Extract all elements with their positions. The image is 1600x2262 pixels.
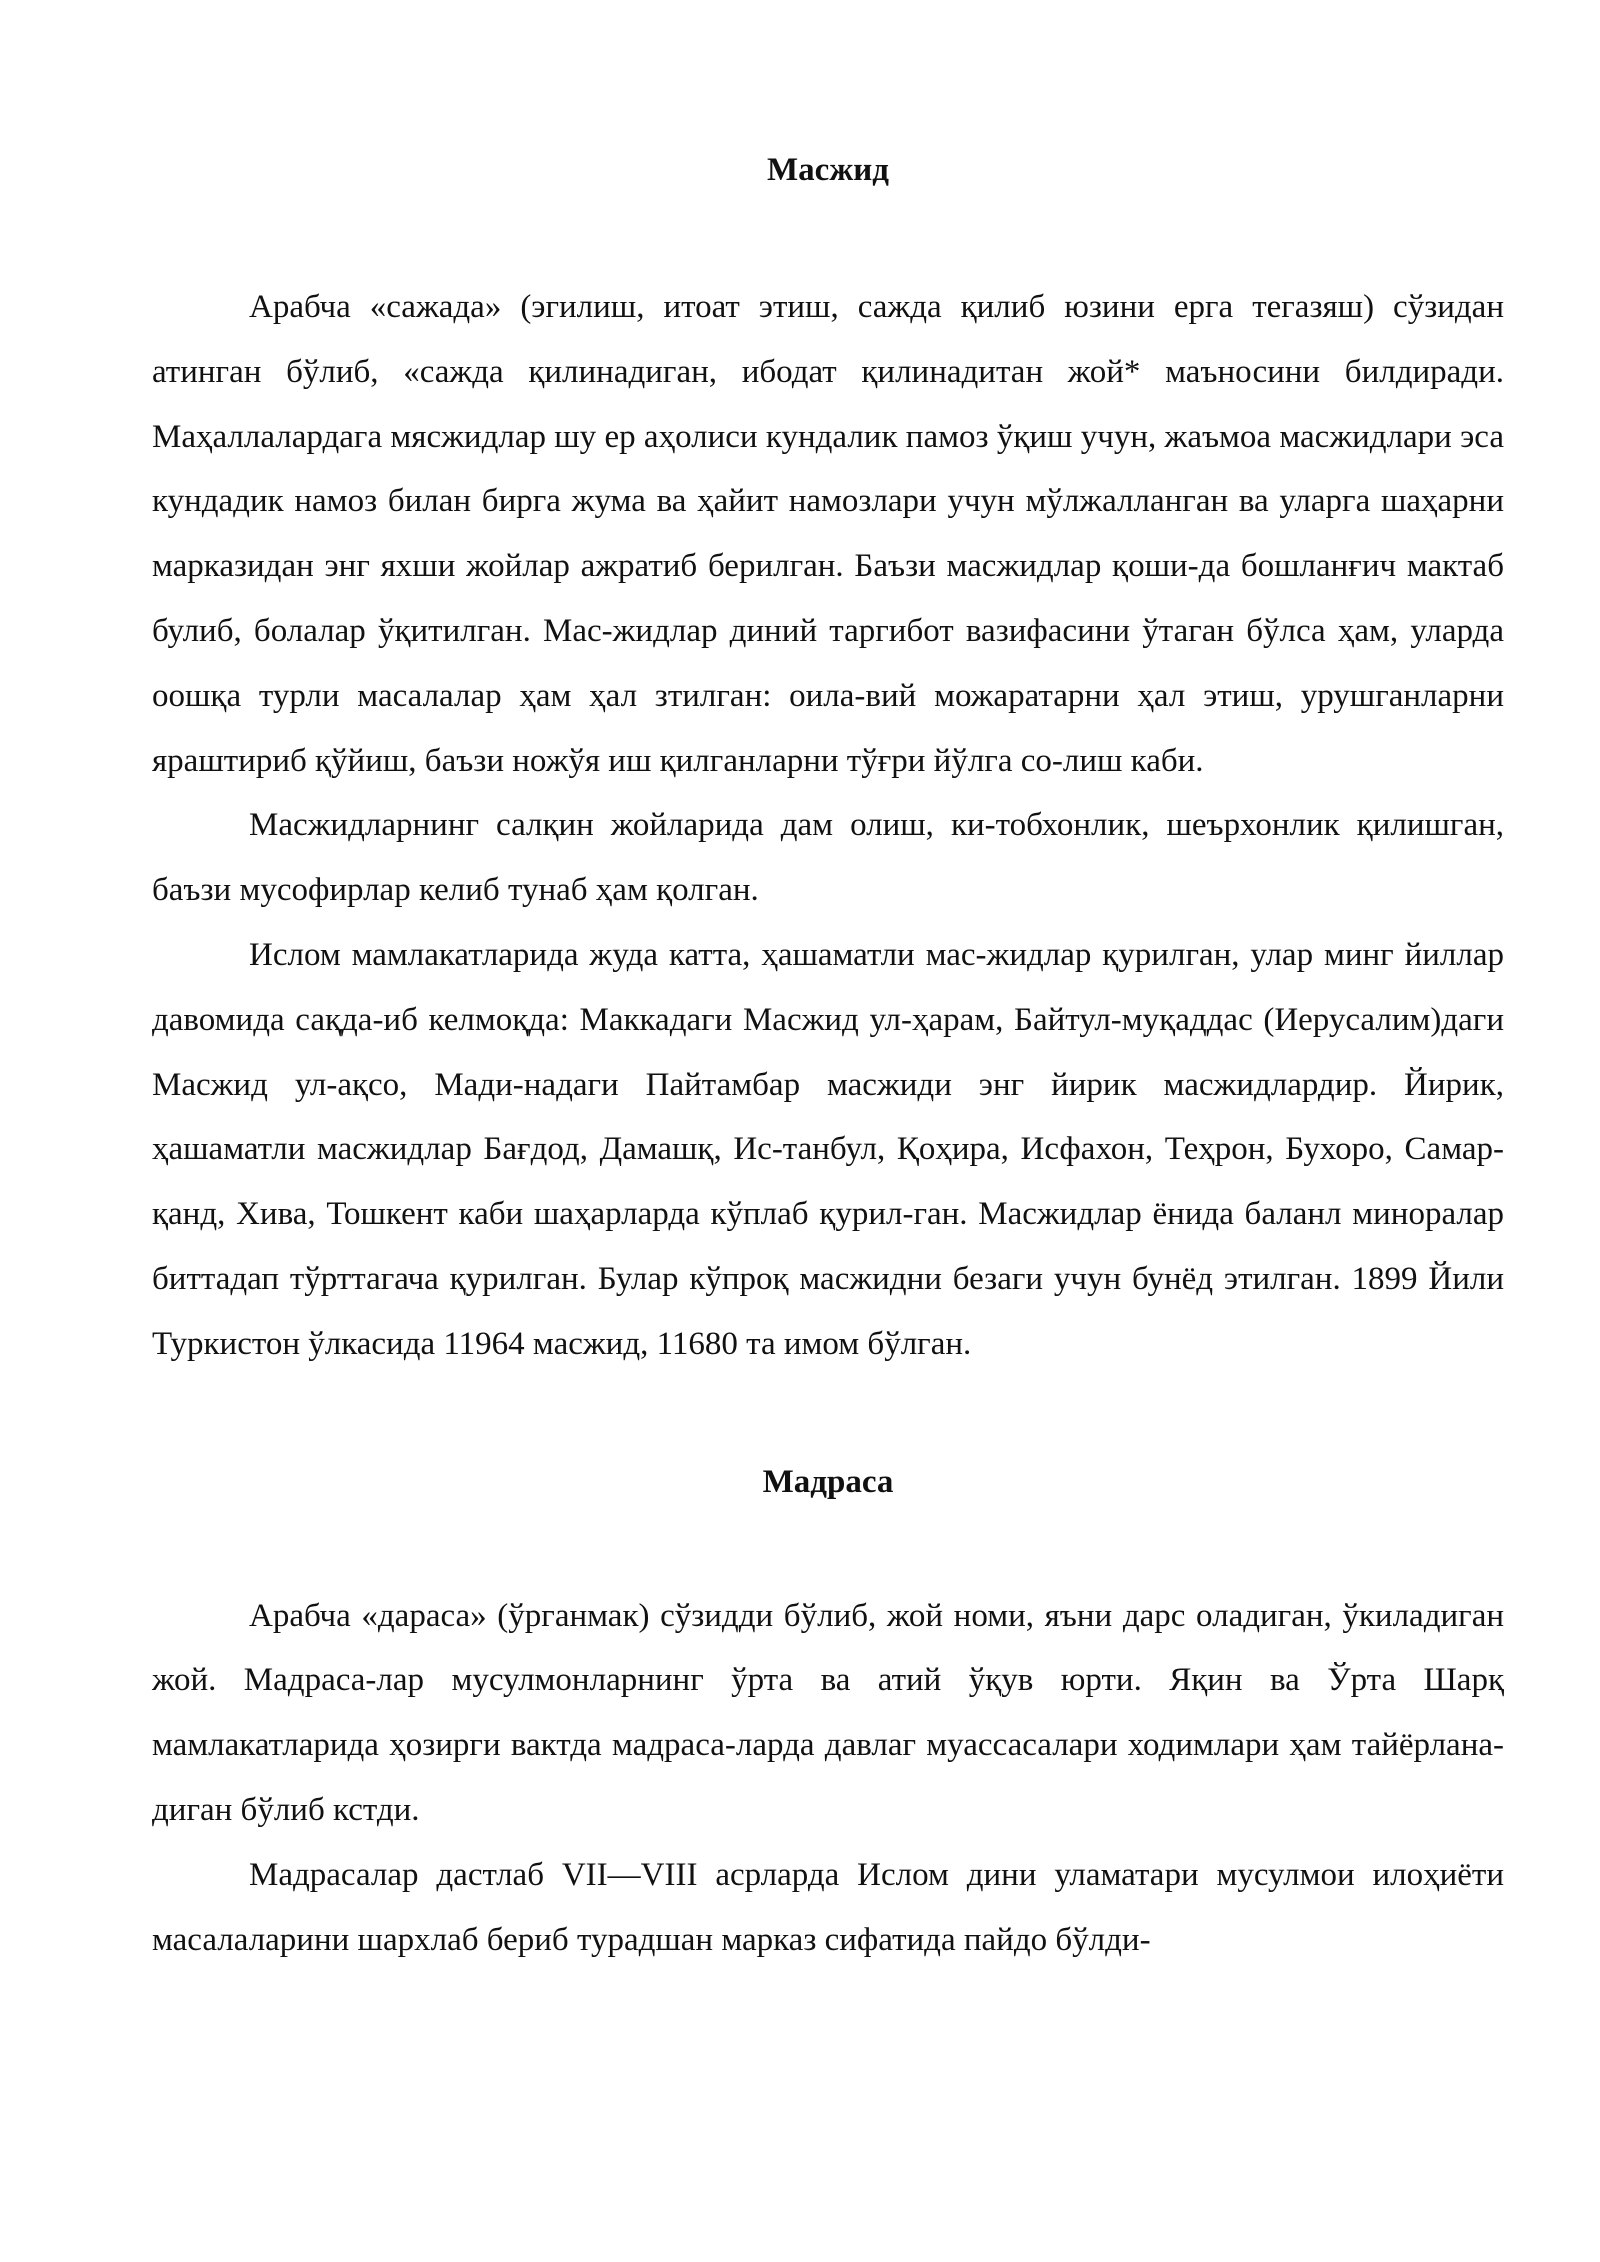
paragraph: Ислом мамлакатларида жуда катта, ҳашаматли мас-жидлар қурилган, улар минг йиллар давомида сақда-иб келмоқда: Маккадаги Масжид ул-ҳарам, Байтул-муқаддас (Иерусалим)даги Масжид ул-ақсо, Мади-надаги Пайтамбар масжиди энг йирик масжидлардир. Йирик, ҳашаматли масжидлар Бағдод, Дамашқ, Ис-танбул, Қоҳира, Исфахон, Теҳрон, Бухоро, Самар-қанд, Хива, Тошкент каби шаҳарларда кўплаб қурил-ган. Масжидлар ёнида баланл миноралар биттадап тўрттагача қурилган. Булар кўпроқ масжидни безаги учун бунёд этилган. 1899 Йили Туркистон ўлкасида 11964 масжид, 11680 та имом бўлган. <box>152 936 1504 1362</box>
paragraph: Мадрасалар дастлаб VII—VIII асрларда Ислом дини уламатари мусулмои илоҳиёти масалаларини шархлаб бериб турадшан марказ сифатида пайдо бўлди- <box>152 1856 1504 1958</box>
document-body <box>152 140 1504 1972</box>
section-heading: Мадраса <box>762 1463 894 1500</box>
paragraph: Арабча «сажада» (эгилиш, итоат этиш, сажда қилиб юзини ерга тегазяш) сўзидан атинган бўлиб, «сажда қилинадиган, ибодат қилинадитан жой* маъносини билдиради. Маҳаллалардага мясжидлар шу ер аҳолиси кундалик памоз ўқиш учун, жаъмоа масжидлари эса кундадик намоз билан бирга жума ва ҳайит намозлари учун мўлжалланган ва уларга шаҳарни марказидан энг яхши жойлар ажратиб берилган. Баъзи масжидлар қоши-да бошланғич мактаб булиб, болалар ўқитилган. Мас-жидлар диний таргибот вазифасини ўтаган бўлса ҳам, уларда оошқа турли масалалар ҳам ҳал зтилган: оила-вий можаратарни ҳал этиш, урушганларни яраштириб қўйиш, баъзи ножўя иш қилганларни тўғри йўлга со-лиш каби. <box>152 289 1504 779</box>
paragraph: Арабча «дараса» (ўрганмак) сўзидди бўлиб, жой номи, яъни дарс оладиган, ўкиладиган жой. Мадраса-лар мусулмонларнинг ўрта ва атий ўқув юрти. Яқин ва Ўрта Шарқ мамлакатларида ҳозирги вактда мадраса-ларда давлаг муассасалари ходимлари ҳам тайёрлана-диган бўлиб кстди. <box>152 1597 1504 1828</box>
section-heading: Масжид <box>767 152 889 188</box>
section-masjid <box>152 140 1504 1377</box>
paragraph: Масжидларнинг салқин жойларида дам олиш, ки-тобхонлик, шеърхонлик қилишган, баъзи мусофирлар келиб тунаб ҳам қолган. <box>152 807 1504 909</box>
section-madrasa <box>152 1452 1504 1973</box>
